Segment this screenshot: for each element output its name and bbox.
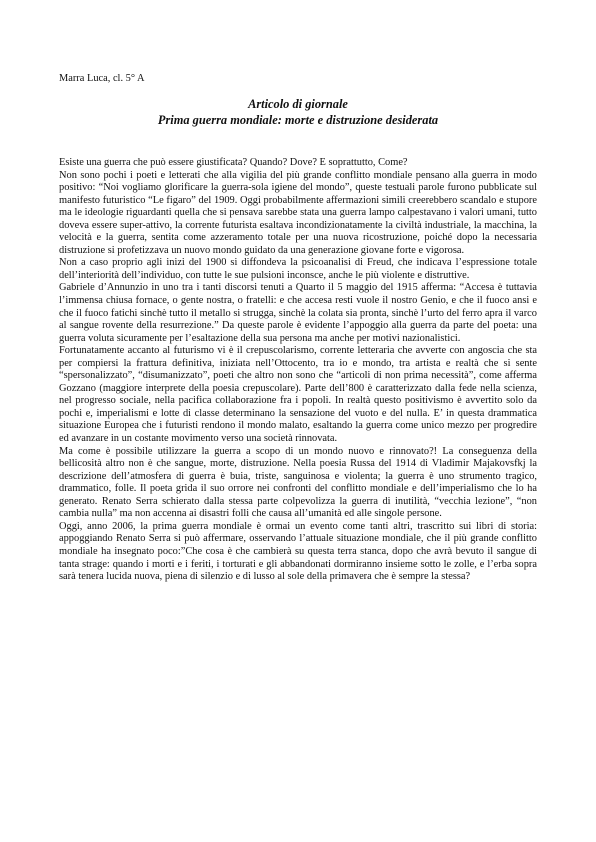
article-body — [59, 157, 537, 584]
paragraph-freud: Non a caso proprio agli inizi del 1900 si diffondeva la psicoanalisi di Freud, che indicava l’espressione totale dell’interiorità dell’individuo, con tutte le sue pulsioni inconsce, anche le più violente e distruttive. — [59, 257, 537, 281]
paragraph-majakovskij: Ma come è possibile utilizzare la guerra a scopo di un mondo nuovo e rinnovato?! La conseguenza della bellicosità altro non è che sangue, morte, distruzione. Nella poesia Russa del 1914 di Vladimir Majakovsfkj la descrizione dell’atmosfera di guerra è buia, triste, sanguinosa e violenta; la guerra è uno strumento tragico, drammatico, folle. Il poeta grida il suo orrore nei confronti del conflitto mondiale e dell’imperialismo che lo ha generato. Renato Serra schierato dalla stessa parte colpevolizza la guerra di inutilità, “vecchia lezione”, “non cambia nulla” ma non accenna ai disastri folli che causa all’umanità ed alle singole persone. — [59, 445, 537, 520]
paragraph-oggi: Oggi, anno 2006, la prima guerra mondiale è ormai un evento come tanti altri, trascritto sui libri di storia: appoggiando Renato Serra si può affermare, osservando l’attuale situazione mondiale, che il più grande conflitto mondiale ha insegnato poco:”Che cosa è che cambierà su questa terra stanca, dopo che avrà bevuto il sangue di tanta strage: quando i morti e i feriti, i torturati e gli abbandonati dormiranno insieme sotto le zolle, e l’erba sopra sarà tenera lucida nuova, piena di silenzio e di lusso al sole della primavera che è sempre la stessa? — [59, 520, 537, 583]
article-title: Articolo di giornale — [248, 97, 348, 111]
paragraph-crepuscolarismo: Fortunatamente accanto al futurismo vi è il crepuscolarismo, corrente letteraria che avverte con angoscia che sta per compiersi la frattura definitiva, iniziata nell’Ottocento, tra io e mondo, tra artista e realtà che si sente “spersonalizzato”, “disumanizzato”, poeti che altro non sono che “articoli di non prima necessità”, come afferma Gozzano (maggiore interprete della poesia crepuscolare). Parte dell’800 è caratterizzato dalla fede nella scienza, nel progresso sociale, nella pacifica collaborazione fra i popoli. In realtà questo positivismo è avvertito solo da pochi e, imperialismi e lotte di classe determinano la sensazione del vuoto e del nulla. E’ in questa drammatica situazione Europea che i futuristi rendono il mondo malato, esaltando la guerra come unico mezzo per progredire ed avanzare in un costante movimento verso una società rinnovata. — [59, 345, 537, 445]
title-block — [59, 97, 537, 128]
paragraph-dannunzio: Gabriele d’Annunzio in uno tra i tanti discorsi tenuti a Quarto il 5 maggio del 1915 afferma: “Accesa è tuttavia l’immensa chiusa fornace, o gente nostra, o fratelli: e che accesa resti vuole il nostro Genio, e che il fuoco ansi e che il fuoco fatichi sinchè tutto il metallo si strugga, sinchè la colata sia pronta, sinchè l’urto del ferro apra il varco al sangue rovente della resurrezione.” Da queste parole è evidente l’appoggio alla guerra da parte del poeta: una guerra voluta sicuramente per l’esaltazione della sua persona ma anche per motivi nazionalistici. — [59, 282, 537, 344]
paragraph-question: Esiste una guerra che può essere giustificata? Quando? Dove? E soprattutto, Come? — [59, 157, 408, 168]
paragraph-futurism: Non sono pochi i poeti e letterati che alla vigilia del più grande conflitto mondiale pensano alla guerra in modo positivo: “Noi vogliamo glorificare la guerra-sola igiene del mondo”, queste testuali parole furono pubblicate sul manifesto futuristico “Le figaro” del 1909. Oggi probabilmente affermazioni simili creerebbero scandalo e stupore ma le ideologie riguardanti quella che si pensava sarebbe stata una guerra lampo calpestavano i valori umani, tutto doveva essere super-attivo, la corrente futurista esaltava incondizionatamente la civiltà industriale, la macchina, la velocità e la guerra, sentita come azzeramento totale per una nuova ricostruzione, poiché dopo la necessaria distruzione si profetizzava un nuovo mondo guidato da una generazione giovane forte e vigorosa. — [59, 169, 537, 256]
author-line: Marra Luca, cl. 5° A — [59, 73, 145, 84]
article-subtitle: Prima guerra mondiale: morte e distruzione desiderata — [157, 112, 439, 127]
